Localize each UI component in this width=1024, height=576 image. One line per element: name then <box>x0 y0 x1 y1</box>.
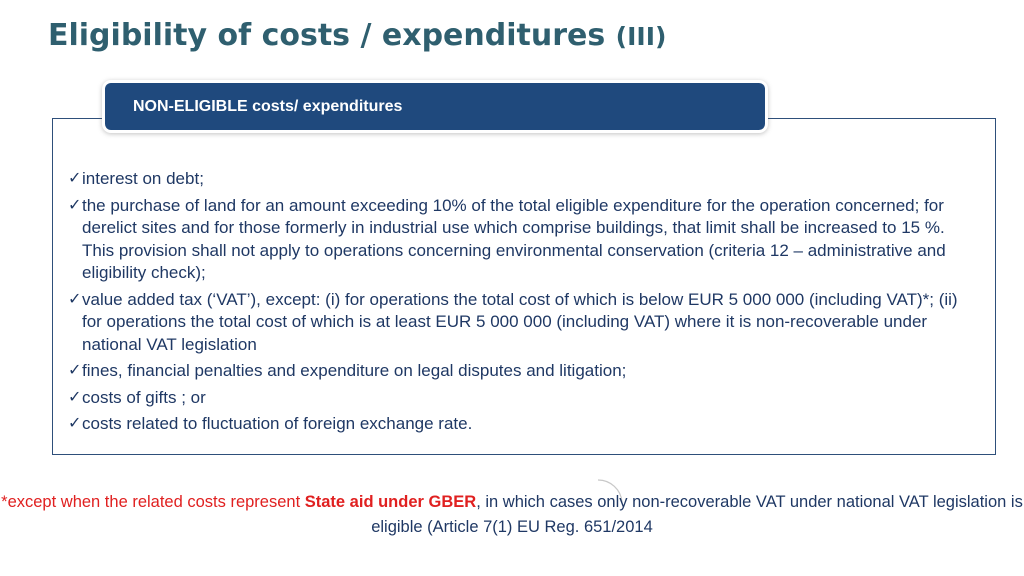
list-item <box>68 168 980 191</box>
list-item <box>68 360 980 383</box>
footnote <box>0 490 1024 540</box>
list-item-text: the purchase of land for an amount exceeding 10% of the total eligible expenditure for the operation concerned; for derelict sites and for those formerly in industrial use which comprise buildings, that limit shall be increased to 15 %. This provision shall not apply to operations concerning environmental conservation (criteria 12 – administrative and eligibility check); <box>82 195 946 282</box>
list-item-text: costs of gifts ; or <box>82 387 206 407</box>
non-eligible-list <box>68 168 980 440</box>
section-header <box>105 83 765 130</box>
list-item <box>68 289 980 357</box>
check-icon: ✓ <box>68 170 82 187</box>
list-item-text: fines, financial penalties and expenditure on legal disputes and litigation; <box>82 361 627 380</box>
footnote-rest: , in which cases only non-recoverable VAT under national VAT legislation is eligible (Article 7(1) EU Reg. 651/2014 <box>371 493 1023 536</box>
check-icon: ✓ <box>68 196 82 214</box>
check-icon: ✓ <box>68 415 82 432</box>
check-icon: ✓ <box>68 388 82 406</box>
title-main: Eligibility of costs / expenditures <box>48 18 606 53</box>
page-title <box>48 18 666 53</box>
title-roman-numeral: (III) <box>615 22 667 51</box>
section-header-label: NON-ELIGIBLE costs/ expenditures <box>133 97 403 115</box>
check-icon: ✓ <box>68 362 82 379</box>
list-item-text: interest on debt; <box>82 169 204 188</box>
list-item <box>68 387 980 410</box>
list-item-text: value added tax (‘VAT’), except: (i) for operations the total cost of which is below EUR 5 000 000 (including VAT)*; (ii) for operations the total cost of which is at least EUR 5 000 000 (including VAT) where it is non-recoverable under national VAT legislation <box>82 289 958 354</box>
footnote-intro: *except when the related costs represent <box>1 493 305 511</box>
footnote-highlight: State aid under GBER <box>304 493 477 511</box>
check-icon: ✓ <box>68 290 82 308</box>
list-item <box>68 413 980 436</box>
list-item <box>68 195 980 285</box>
list-item-text: costs related to fluctuation of foreign exchange rate. <box>82 414 473 433</box>
